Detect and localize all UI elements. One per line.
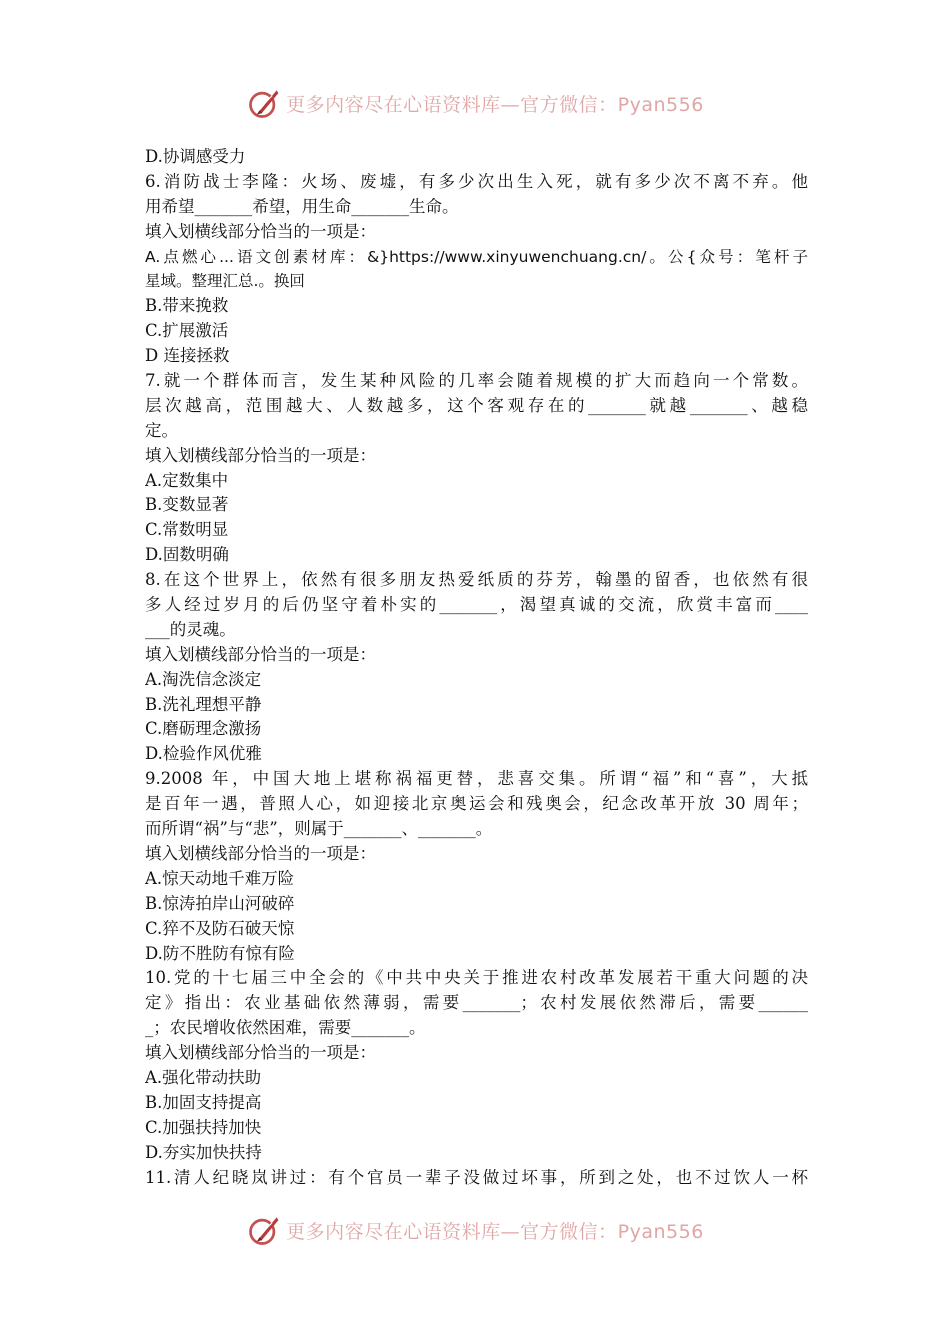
text-line: D.检验作风优雅	[145, 744, 262, 764]
text-line: C.猝不及防石破天惊	[145, 918, 295, 938]
text-line: C.加强扶持加快	[145, 1117, 262, 1137]
text-line: D.夯实加快扶持	[145, 1142, 262, 1162]
text-line: B.变数显著	[145, 495, 229, 515]
header-banner	[0, 83, 950, 123]
text-line: 填入划横线部分恰当的一项是：	[145, 644, 376, 664]
text-line: 层次越高，范围越大、人数越多，这个客观存在的_______就越_______、越稳	[145, 395, 808, 415]
text-line: ___的灵魂。	[145, 619, 236, 639]
text-line: A.点燃心...语文创素材库：&}https://www.xinyuwenchuang.cn/。公{众号：笔杆子	[145, 247, 808, 266]
text-line: 8.在这个世界上，依然有很多朋友热爱纸质的芬芳，翰墨的留香，也依然有很	[145, 570, 808, 590]
text-line: 填入划横线部分恰当的一项是：	[145, 445, 376, 465]
text-line: A.强化带动扶助	[145, 1067, 262, 1087]
footer-banner	[0, 1210, 950, 1250]
text-line: 填入划横线部分恰当的一项是：	[145, 221, 376, 241]
text-line: 6.消防战士李隆：火场、废墟，有多少次出生入死，就有多少次不离不弃。他	[145, 171, 808, 191]
banner-text: 更多内容尽在心语资料库—官方微信：Pyan556	[286, 93, 704, 116]
wechat-handle: Pyan556	[617, 1220, 704, 1243]
text-line: 用希望_______希望，用生命_______生命。	[145, 196, 459, 216]
text-line: D.固数明确	[145, 545, 229, 565]
text-line: B.加固支持提高	[145, 1092, 262, 1112]
quill-logo-icon	[246, 85, 282, 121]
quill-logo-icon	[246, 1212, 282, 1248]
text-line: 11.清人纪晓岚讲过：有个官员一辈子没做过坏事，所到之处，也不过饮人一杯	[145, 1167, 808, 1187]
text-line: 定》指出：农业基础依然薄弱，需要_______；农村发展依然滞后，需要______	[145, 993, 808, 1013]
text-line: B.带来挽救	[145, 296, 229, 316]
text-line: A.定数集中	[145, 470, 229, 490]
text-line: 填入划横线部分恰当的一项是：	[145, 843, 376, 863]
text-line: 多人经过岁月的后仍坚守着朴实的_______，渴望真诚的交流，欣赏丰富而____	[145, 595, 808, 615]
text-line: 9.2008 年，中国大地上堪称祸福更替，悲喜交集。所谓“福”和“喜”，大抵	[145, 769, 808, 789]
banner-text: 更多内容尽在心语资料库—官方微信：Pyan556	[286, 1220, 704, 1243]
text-line: 星域。整理汇总.。换回	[145, 272, 305, 291]
text-line: B.洗礼理想平静	[145, 694, 262, 714]
text-line: _；农民增收依然困难，需要_______。	[145, 1018, 426, 1038]
text-line: A.淘洗信念淡定	[145, 669, 262, 689]
text-line: 7.就一个群体而言，发生某种风险的几率会随着规模的扩大而趋向一个常数。	[145, 371, 808, 391]
text-line: 定。	[145, 420, 178, 440]
wechat-handle: Pyan556	[617, 93, 704, 116]
text-line: A.惊天动地千难万险	[145, 868, 295, 888]
text-line: D.协调感受力	[145, 147, 246, 166]
text-line: C.扩展激活	[145, 321, 229, 341]
text-line: 10.党的十七届三中全会的《中共中央关于推进农村改革发展若干重大问题的决	[145, 968, 808, 988]
text-line: C.磨砺理念激扬	[145, 719, 262, 739]
text-line: 填入划横线部分恰当的一项是：	[145, 1043, 376, 1063]
text-line: 而所谓“祸”与“悲”，则属于_______、_______。	[145, 819, 493, 839]
document-body	[145, 145, 808, 1190]
text-line: D.防不胜防有惊有险	[145, 943, 295, 963]
text-line: 是百年一遇，普照人心，如迎接北京奥运会和残奥会，纪念改革开放 30 周年；	[145, 794, 808, 814]
text-line: D 连接拯救	[145, 346, 230, 366]
text-line: B.惊涛拍岸山河破碎	[145, 893, 295, 913]
text-line: C.常数明显	[145, 520, 229, 540]
